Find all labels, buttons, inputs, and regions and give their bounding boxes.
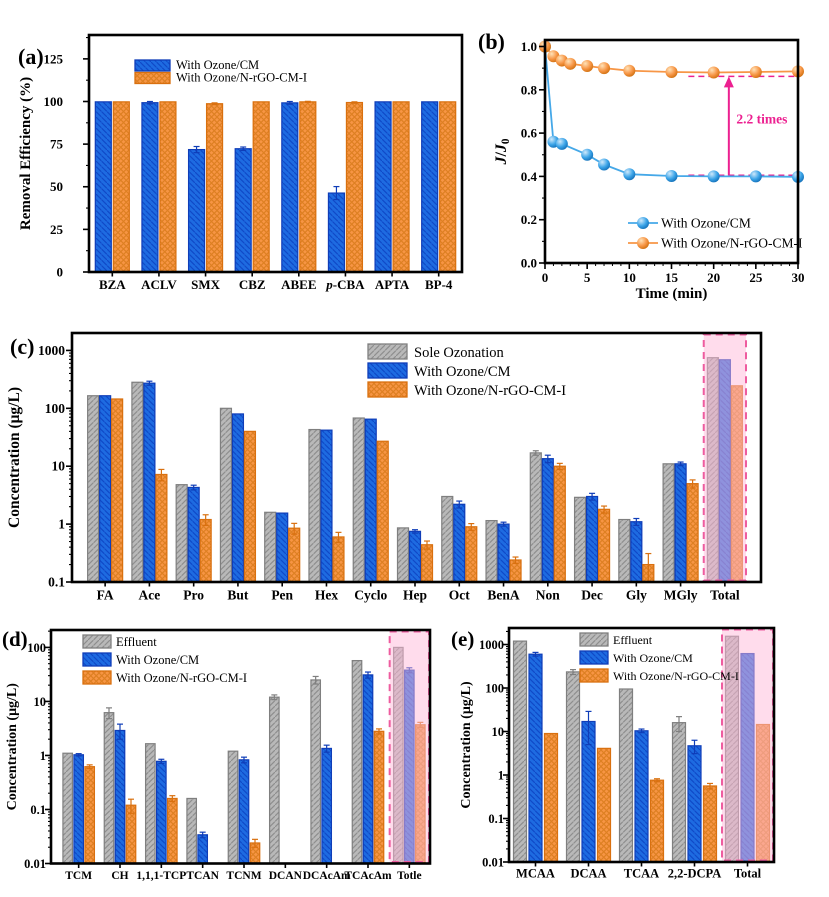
- y-tick-label: 0.01: [482, 855, 504, 870]
- x-axis: [99, 272, 453, 292]
- legend-label: With Ozone/N-rGO-CM-I: [613, 669, 739, 683]
- line-series-1: [539, 40, 804, 78]
- category-label: FA: [96, 587, 114, 603]
- y-axis: [38, 343, 72, 590]
- x-tick-label: 5: [583, 270, 591, 285]
- x-tick-label: 25: [749, 270, 763, 285]
- legend-label: With Ozone/CM: [176, 58, 260, 72]
- category-label: TCNM: [226, 870, 262, 882]
- category-label: Non: [535, 587, 560, 603]
- x-tick-label: 30: [791, 270, 805, 285]
- panel-c-concentration-chart: [0, 312, 829, 615]
- y-axis-title: Concentration (μg/L): [459, 681, 474, 809]
- y-tick-label: 0.8: [520, 82, 537, 98]
- series-bars-2: [112, 386, 743, 582]
- category-label: BP-4: [424, 277, 453, 292]
- y-tick-label: 100: [44, 400, 65, 416]
- legend-label: With Ozone/CM: [661, 215, 751, 231]
- y-tick-label: 10: [51, 458, 65, 474]
- x-tick-label: 0: [541, 270, 549, 285]
- highlight-region: [704, 335, 746, 581]
- x-axis: [97, 582, 740, 603]
- y-tick-label: 1: [39, 748, 46, 763]
- x-axis: [65, 864, 421, 883]
- y-tick-label: 1000: [38, 342, 65, 358]
- y-axis: [479, 631, 509, 869]
- category-label: Total: [710, 587, 740, 603]
- panel-a-removal-efficiency-chart: [8, 18, 466, 314]
- category-label: ABEE: [281, 277, 317, 292]
- y-axis: [24, 631, 51, 871]
- y-tick-label: 100: [27, 640, 46, 655]
- category-label: Dec: [581, 587, 603, 603]
- category-label: DCAA: [570, 866, 607, 881]
- y-tick-label: 0.2: [520, 212, 537, 228]
- y-tick-label: 25: [50, 221, 63, 237]
- x-axis: [542, 263, 805, 285]
- panel-e-svg: [447, 618, 829, 897]
- y-tick-label: 100: [43, 93, 63, 109]
- x-tick-label: 15: [665, 270, 678, 285]
- category-label: BZA: [98, 277, 126, 292]
- y-tick-label: 1: [58, 516, 65, 532]
- legend: [628, 216, 803, 251]
- y-tick-label: 0.01: [24, 857, 46, 871]
- category-label: ACLV: [141, 277, 177, 292]
- category-label: MCAA: [516, 866, 555, 881]
- category-label: TCAA: [623, 866, 660, 881]
- y-axis: [44, 38, 90, 280]
- panel-d-svg: [0, 618, 455, 897]
- panel-b-flux-decline-chart: [470, 5, 829, 317]
- panel-label: (c): [10, 334, 35, 359]
- category-label: 1,1,1-TCP: [136, 870, 187, 882]
- category-label: DCAN: [268, 870, 302, 882]
- y-tick-label: 0.0: [520, 255, 537, 271]
- y-axis-title: Removal Efficiency (%): [18, 76, 34, 231]
- legend-label: With Ozone/N-rGO-CM-I: [414, 383, 567, 399]
- y-tick-label: 10: [33, 694, 46, 709]
- category-label: Gly: [625, 587, 647, 603]
- series-bars-1: [74, 668, 414, 864]
- annotation: [688, 76, 799, 175]
- legend-label: With Ozone/N-rGO-CM-I: [176, 70, 308, 85]
- category-label: Total: [733, 866, 762, 881]
- y-axis-title: Concentration (μg/L): [5, 683, 20, 811]
- legend-label: With Ozone/CM: [116, 653, 200, 667]
- legend-label: With Ozone/CM: [613, 651, 693, 665]
- legend-label: With Ozone/CM: [414, 364, 511, 380]
- panel-label: (e): [451, 627, 475, 651]
- category-label: MGly: [663, 587, 698, 603]
- category-label: Oct: [448, 587, 470, 603]
- x-axis: [516, 862, 762, 881]
- series-bars-1: [529, 652, 754, 862]
- panel-label: (a): [18, 44, 44, 69]
- y-tick-label: 1: [497, 768, 504, 783]
- category-label: CH: [111, 870, 129, 882]
- panel-e-concentration-chart: [447, 618, 829, 897]
- arrow-head-icon: [724, 76, 734, 87]
- y-tick-label: 1.0: [520, 38, 537, 54]
- category-label: 2,2-DCPA: [667, 866, 722, 881]
- panel-label: (b): [478, 29, 505, 54]
- annotation-text: 2.2 times: [736, 111, 788, 127]
- category-label: TCM: [65, 870, 93, 882]
- category-label: TCAN: [186, 870, 219, 882]
- category-label: Totle: [397, 870, 422, 882]
- highlight-region: [390, 632, 429, 863]
- legend: [580, 633, 739, 683]
- category-label: Hex: [314, 587, 339, 603]
- category-label: SMX: [191, 277, 221, 292]
- y-tick-label: 1000: [479, 638, 504, 653]
- y-tick-label: 0.1: [30, 802, 46, 817]
- category-label: Cyclo: [354, 587, 388, 603]
- x-tick-label: 10: [622, 270, 636, 285]
- panel-a-svg: [8, 18, 466, 314]
- category-label: But: [227, 587, 249, 603]
- x-axis-title: Time (min): [635, 286, 708, 302]
- y-axis: [521, 39, 545, 271]
- y-tick-label: 0.6: [520, 125, 537, 141]
- y-axis-title: J/J0: [493, 138, 512, 165]
- y-tick-label: 0.1: [488, 812, 504, 827]
- category-label: Pen: [271, 587, 294, 603]
- category-label: CBZ: [238, 277, 266, 292]
- panel-b-svg: [470, 5, 829, 317]
- y-axis-title: Concentration (μg/L): [6, 387, 23, 528]
- highlight-region: [722, 630, 773, 861]
- category-label: TCAcAm: [344, 870, 392, 882]
- category-label: DCAcAm: [302, 870, 351, 882]
- y-tick-label: 10: [491, 725, 504, 740]
- y-tick-label: 100: [485, 681, 504, 696]
- y-tick-label: 125: [43, 51, 63, 67]
- legend: [83, 635, 247, 685]
- legend-label: With Ozone/N-rGO-CM-I: [116, 671, 248, 685]
- panel-c-svg: [0, 312, 829, 615]
- legend-label: Effluent: [116, 635, 157, 649]
- y-tick-label: 75: [50, 136, 63, 152]
- y-tick-label: 0: [56, 264, 63, 280]
- x-tick-label: 20: [707, 270, 721, 285]
- category-label: BenA: [487, 587, 520, 603]
- category-label: Ace: [138, 587, 161, 603]
- legend-label: Effluent: [613, 633, 653, 647]
- panel-label: (d): [2, 627, 28, 651]
- category-label: APTA: [374, 277, 410, 292]
- legend-label: Sole Ozonation: [414, 345, 504, 361]
- category-label: Hep: [402, 587, 428, 603]
- category-label: p-CBA: [326, 277, 365, 292]
- y-tick-label: 0.1: [48, 574, 65, 590]
- legend: [135, 58, 307, 85]
- category-label: Pro: [183, 587, 205, 603]
- y-tick-label: 50: [50, 179, 63, 195]
- legend-label: With Ozone/N-rGO-CM-I: [661, 235, 803, 251]
- panel-d-concentration-chart: [0, 618, 455, 897]
- series-bars-2: [85, 722, 425, 863]
- legend: [368, 344, 566, 399]
- y-tick-label: 0.4: [520, 168, 537, 184]
